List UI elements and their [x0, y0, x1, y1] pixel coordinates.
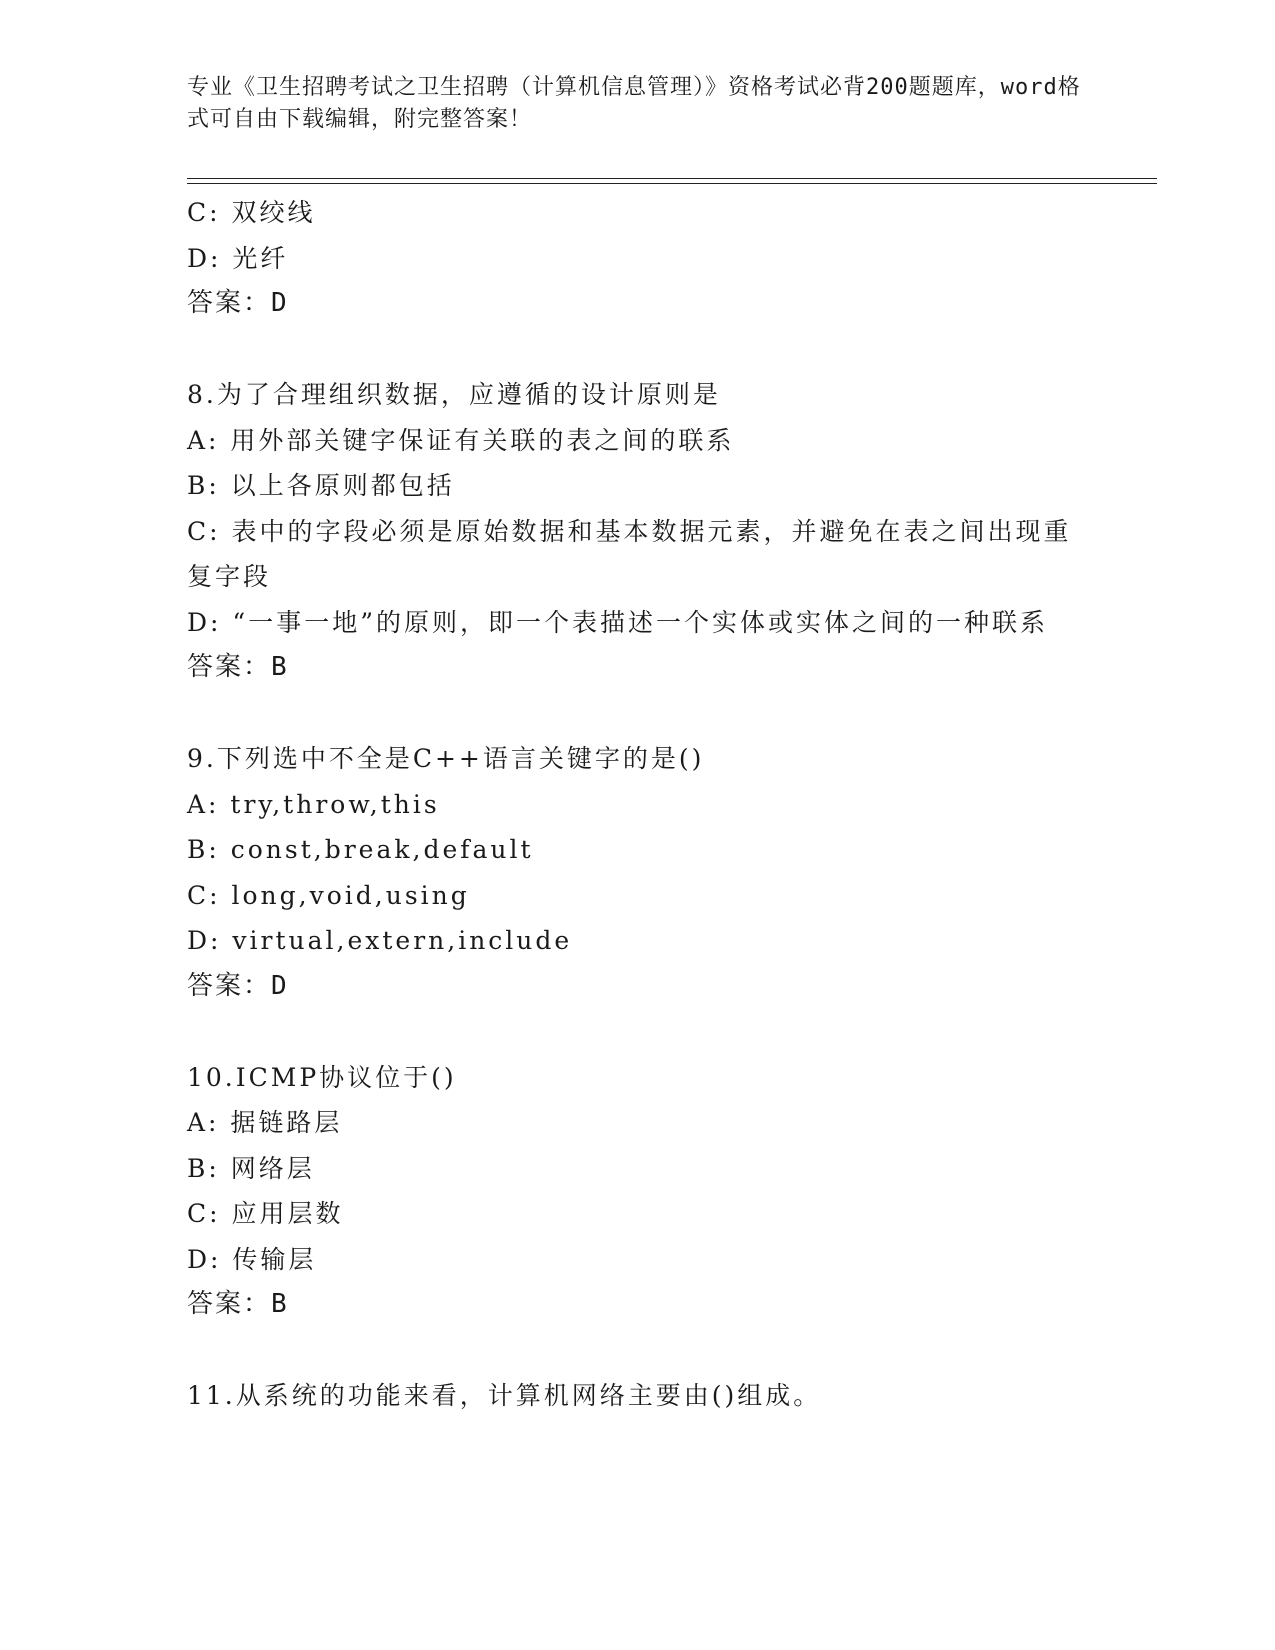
answer: 答案：D [187, 970, 289, 1001]
header-title: 专业《卫生招聘考试之卫生招聘（计算机信息管理）》资格考试必背200题题库，word格式可自由下载编辑，附完整答案！ [187, 75, 1081, 132]
option-b: B: 网络层 [187, 1153, 315, 1183]
question-gap [187, 1009, 1087, 1055]
question-stem: 8.为了合理组织数据，应遵循的设计原则是 [187, 380, 721, 409]
question-stem: 10.ICMP协议位于() [187, 1062, 457, 1092]
option-d: D: virtual,extern,include [187, 926, 573, 955]
document-header [187, 72, 1087, 136]
question-gap [187, 327, 1087, 373]
option-b: B: const,break,default [187, 835, 534, 864]
option-d: D: “一事一地”的原则，即一个表描述一个实体或实体之间的一种联系 [187, 607, 1048, 637]
option-b: B: 以上各原则都包括 [187, 471, 455, 500]
question-block-8 [187, 372, 1087, 691]
question-block-prev [187, 190, 1087, 327]
option-d: D: 光纤 [187, 243, 289, 273]
answer: 答案：D [187, 288, 289, 318]
question-list [187, 190, 1087, 1419]
option-a: A: 用外部关键字保证有关联的表之间的联系 [187, 425, 735, 455]
question-block-10 [187, 1055, 1087, 1328]
question-gap [187, 1328, 1087, 1374]
option-c: C: long,void,using [187, 880, 470, 910]
option-a: A: 据链路层 [187, 1108, 343, 1137]
option-a: A: try,throw,this [187, 789, 440, 819]
option-c: C: 双绞线 [187, 198, 316, 227]
question-stem: 9.下列选中不全是C++语言关键字的是() [187, 744, 705, 773]
header-divider-top [187, 178, 1157, 179]
option-d: D: 传输层 [187, 1244, 317, 1274]
answer: 答案：B [187, 1289, 289, 1319]
answer: 答案：B [187, 652, 289, 682]
question-block-9 [187, 736, 1087, 1009]
option-c: C: 应用层数 [187, 1199, 344, 1228]
question-gap [187, 691, 1087, 737]
question-block-11 [187, 1373, 1087, 1419]
option-c: C: 表中的字段必须是原始数据和基本数据元素，并避免在表之间出现重复字段 [187, 516, 1072, 591]
question-stem: 11.从系统的功能来看，计算机网络主要由()组成。 [187, 1381, 822, 1410]
header-divider-bottom [187, 183, 1157, 184]
